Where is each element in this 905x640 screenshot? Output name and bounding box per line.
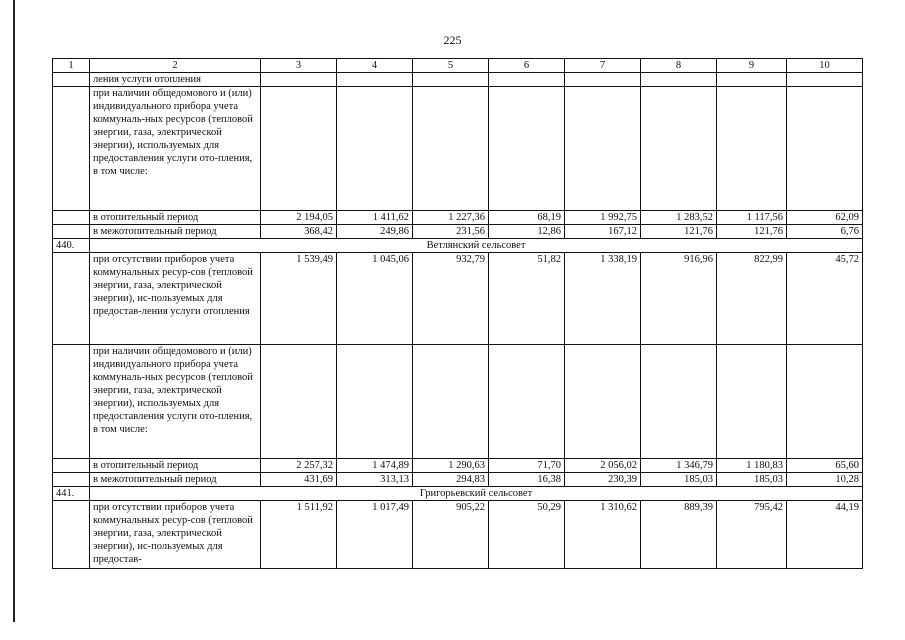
value-cell-col-7: 167,12 (565, 225, 641, 239)
value-cell-col-9: 1 180,83 (717, 459, 787, 473)
value-cell-col-9 (717, 87, 787, 211)
value-cell-col-5 (413, 345, 489, 459)
binding-line (13, 0, 15, 622)
value-cell-col-6: 51,82 (489, 253, 565, 345)
value-cell-col-4: 1 045,06 (337, 253, 413, 345)
value-cell-col-3: 2 257,32 (261, 459, 337, 473)
value-cell-col-8: 1 283,52 (641, 211, 717, 225)
value-cell-col-4 (337, 345, 413, 459)
table-row (53, 87, 863, 211)
value-cell-col-6: 71,70 (489, 459, 565, 473)
section-title: Ветлянский сельсовет (90, 239, 863, 253)
value-cell-col-10 (787, 345, 863, 459)
description-cell: при отсутствии приборов учета коммунальных ресур-сов (тепловой энергии, газа, электрической энергии), ис-пользуемых для предостав-ления услуги отопления (90, 253, 261, 345)
value-cell-col-8: 916,96 (641, 253, 717, 345)
value-cell-col-9: 185,03 (717, 473, 787, 487)
value-cell-col-4: 249,86 (337, 225, 413, 239)
header-cell-9: 9 (717, 59, 787, 73)
value-cell-col-7: 1 310,62 (565, 501, 641, 569)
value-cell-col-10: 6,76 (787, 225, 863, 239)
value-cell-col-3: 1 539,49 (261, 253, 337, 345)
value-cell-col-5: 1 290,63 (413, 459, 489, 473)
row-number-cell: 440. (53, 239, 90, 253)
header-cell-4: 4 (337, 59, 413, 73)
header-cell-1: 1 (53, 59, 90, 73)
row-number-cell (53, 473, 90, 487)
value-cell-col-6 (489, 73, 565, 87)
table-row (53, 73, 863, 87)
value-cell-col-8: 889,39 (641, 501, 717, 569)
value-cell-col-7 (565, 345, 641, 459)
table-row (53, 253, 863, 345)
row-number-cell (53, 73, 90, 87)
value-cell-col-3: 431,69 (261, 473, 337, 487)
value-cell-col-9: 121,76 (717, 225, 787, 239)
row-number-cell (53, 253, 90, 345)
value-cell-col-4 (337, 87, 413, 211)
value-cell-col-3 (261, 87, 337, 211)
value-cell-col-10: 45,72 (787, 253, 863, 345)
description-cell: в отопительный период (90, 459, 261, 473)
value-cell-col-5: 932,79 (413, 253, 489, 345)
value-cell-col-9: 1 117,56 (717, 211, 787, 225)
description-cell: при наличии общедомового и (или) индивидуального прибора учета коммуналь-ных ресурсов (тепловой энергии, газа, электрической энергии), используемых для предоставления услуги ото-пления, в том числе: (90, 87, 261, 211)
value-cell-col-9: 795,42 (717, 501, 787, 569)
value-cell-col-6: 16,38 (489, 473, 565, 487)
value-cell-col-6 (489, 345, 565, 459)
table-row (53, 501, 863, 569)
value-cell-col-6: 68,19 (489, 211, 565, 225)
value-cell-col-10: 10,28 (787, 473, 863, 487)
value-cell-col-8 (641, 345, 717, 459)
value-cell-col-3: 368,42 (261, 225, 337, 239)
value-cell-col-5: 905,22 (413, 501, 489, 569)
section-row (53, 239, 863, 253)
value-cell-col-7: 230,39 (565, 473, 641, 487)
row-number-cell (53, 501, 90, 569)
value-cell-col-3: 1 511,92 (261, 501, 337, 569)
header-cell-6: 6 (489, 59, 565, 73)
description-cell: в отопительный период (90, 211, 261, 225)
header-row (53, 59, 863, 73)
header-cell-2: 2 (90, 59, 261, 73)
value-cell-col-9: 822,99 (717, 253, 787, 345)
value-cell-col-3 (261, 73, 337, 87)
value-cell-col-3 (261, 345, 337, 459)
value-cell-col-7 (565, 73, 641, 87)
value-cell-col-9 (717, 73, 787, 87)
row-number-cell (53, 225, 90, 239)
value-cell-col-4: 1 017,49 (337, 501, 413, 569)
value-cell-col-4: 1 474,89 (337, 459, 413, 473)
table-body (53, 59, 863, 569)
value-cell-col-10 (787, 73, 863, 87)
value-cell-col-9 (717, 345, 787, 459)
description-cell: в межотопительный период (90, 473, 261, 487)
tariff-table (52, 58, 863, 569)
value-cell-col-8 (641, 87, 717, 211)
value-cell-col-6: 12,86 (489, 225, 565, 239)
description-cell: в межотопительный период (90, 225, 261, 239)
row-number-cell (53, 459, 90, 473)
header-cell-10: 10 (787, 59, 863, 73)
table-row (53, 345, 863, 459)
header-cell-3: 3 (261, 59, 337, 73)
value-cell-col-7: 2 056,02 (565, 459, 641, 473)
row-number-cell (53, 345, 90, 459)
value-cell-col-10: 62,09 (787, 211, 863, 225)
value-cell-col-7: 1 338,19 (565, 253, 641, 345)
row-number-cell: 441. (53, 487, 90, 501)
table-row (53, 459, 863, 473)
description-cell: при наличии общедомового и (или) индивидуального прибора учета коммуналь-ных ресурсов (тепловой энергии, газа, электрической энергии), используемых для предоставления услуги ото-пления, в том числе: (90, 345, 261, 459)
header-cell-8: 8 (641, 59, 717, 73)
value-cell-col-8 (641, 73, 717, 87)
value-cell-col-3: 2 194,05 (261, 211, 337, 225)
value-cell-col-5: 1 227,36 (413, 211, 489, 225)
section-title: Григорьевский сельсовет (90, 487, 863, 501)
value-cell-col-5: 294,83 (413, 473, 489, 487)
table-row (53, 225, 863, 239)
section-row (53, 487, 863, 501)
description-cell: при отсутствии приборов учета коммунальных ресур-сов (тепловой энергии, газа, электрической энергии), ис-пользуемых для предостав- (90, 501, 261, 569)
value-cell-col-8: 121,76 (641, 225, 717, 239)
value-cell-col-8: 1 346,79 (641, 459, 717, 473)
value-cell-col-10 (787, 87, 863, 211)
value-cell-col-6: 50,29 (489, 501, 565, 569)
value-cell-col-5: 231,56 (413, 225, 489, 239)
value-cell-col-10: 65,60 (787, 459, 863, 473)
value-cell-col-4 (337, 73, 413, 87)
table-row (53, 473, 863, 487)
value-cell-col-8: 185,03 (641, 473, 717, 487)
value-cell-col-7: 1 992,75 (565, 211, 641, 225)
value-cell-col-7 (565, 87, 641, 211)
value-cell-col-5 (413, 87, 489, 211)
table-row (53, 211, 863, 225)
row-number-cell (53, 211, 90, 225)
page-number: 225 (443, 33, 462, 47)
row-number-cell (53, 87, 90, 211)
value-cell-col-10: 44,19 (787, 501, 863, 569)
value-cell-col-6 (489, 87, 565, 211)
value-cell-col-5 (413, 73, 489, 87)
header-cell-5: 5 (413, 59, 489, 73)
header-cell-7: 7 (565, 59, 641, 73)
value-cell-col-4: 1 411,62 (337, 211, 413, 225)
value-cell-col-4: 313,13 (337, 473, 413, 487)
description-cell: ления услуги отопления (90, 73, 261, 87)
